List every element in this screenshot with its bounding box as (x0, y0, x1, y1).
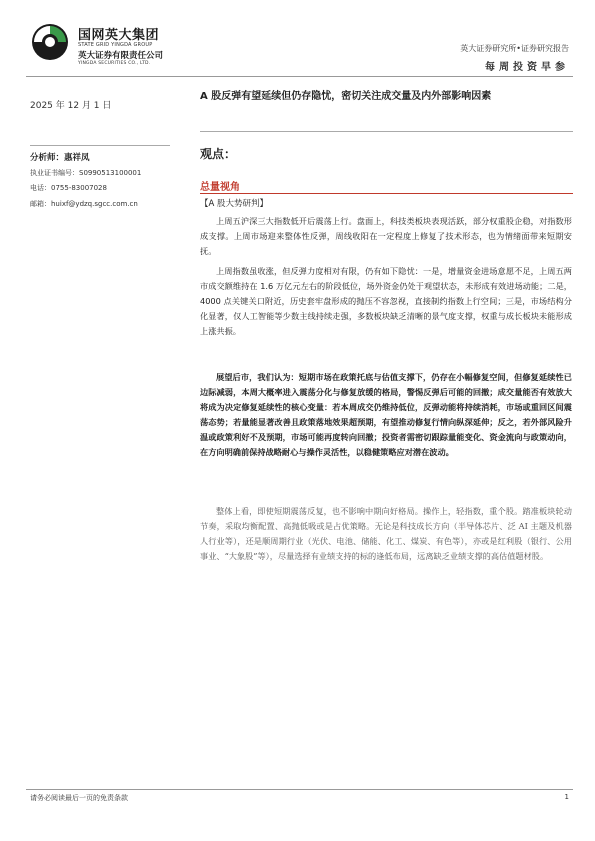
analyst-phone: 电话：0755-83007028 (30, 184, 107, 192)
page-number: 1 (564, 793, 569, 801)
section-title: 总量视角 (200, 182, 240, 193)
footer-disclaimer: 请务必阅读最后一页的免责条款 (30, 794, 128, 802)
viewpoint-heading: 观点： (200, 147, 237, 161)
group-name-cn: 国网英大集团 (78, 28, 160, 43)
sub-section-title: 【A 股大势研判】 (200, 199, 269, 209)
group-name-en: STATE GRID YINGDA GROUP (78, 42, 153, 48)
report-headline: A 股反弹有望延续但仍存隐忧，密切关注成交量及内外部影响因素 (200, 91, 492, 102)
analyst-email[interactable]: 邮箱：huixf@ydzq.sgcc.com.cn (30, 200, 138, 208)
company-name-en: YINGDA SECURITIES CO., LTD. (78, 61, 151, 66)
header-divider (26, 76, 573, 77)
section-divider (200, 193, 573, 194)
paragraph-4: 整体上看，即使短期震荡反复，也不影响中期向好格局。操作上，轻指数，重个股。踏准板块轮动节奏，采取均衡配置、高抛低吸或是占优策略。无论是科技成长方向（半导体芯片、泛 AI 主题及机器人行业等），还是顺周期行业（光伏、电池、储能、化工、煤炭、有色等），亦或是红利股（银行、公用事业、“大象股”等），尽量选择有业绩支持的标的逢低布局，远离缺乏业绩支撑的高估值题材股。 (200, 506, 572, 561)
analyst-name: 分析师：惠祥凤 (30, 153, 90, 163)
report-type-label: 每周投资早参 (485, 62, 569, 73)
paragraph-2: 上周指数虽收涨，但反弹力度相对有限，仍有如下隐忧：一是，增量资金进场意愿不足，上周五两市成交额维持在 1.6 万亿元左右的阶段低位，场外资金仍处于观望状态，未形成有效进场动能；二是，4000 点关键关口附近，历史套牢盘形成的抛压不容忽视，直接制约指数上行空间；三是，市场结构分化显著，仅人工智能等少数主线持续走强，多数板块缺乏清晰的景气度支撑，权重与成长板块未能形成上涨共振。 (200, 266, 572, 336)
headline-divider (200, 131, 573, 132)
institute-label: 英大证券研究所•证券研究报告 (460, 44, 569, 53)
company-name-cn: 英大证券有限责任公司 (78, 51, 164, 61)
analyst-license: 执业证书编号：S0990513100001 (30, 169, 142, 177)
footer-divider (26, 789, 573, 790)
paragraph-1: 上周五沪深三大指数低开后震荡上行。盘面上，科技类板块表现活跃，部分权重股企稳，对指数形成支撑。上周市场迎来整体性反弹，周线收阳在一定程度上修复了技术形态，也为情绪面带来短期安抚。 (200, 216, 572, 256)
company-logo-icon (30, 22, 70, 62)
paragraph-3: 展望后市，我们认为：短期市场在政策托底与估值支撑下，仍存在小幅修复空间，但修复延续性已边际减弱，本周大概率进入震荡分化与修复放缓的格局，警惕反弹后可能的回撤；成交量能否有效放大将成为决定修复延续性的核心变量：若本周成交仍维持低位，反弹动能将持续消耗，市场或重回区间震荡态势；若量能显著改善且政策落地效果超预期，有望推动修复行情向纵深延伸；反之，若外部风险升温或政策利好不及预期，市场可能再度转向回撤；投资者需密切跟踪量能变化、资金流向与政策动向，在方向明确前保持战略耐心与操作灵活性，以稳健策略应对潜在波动。 (200, 372, 572, 457)
sidebar-divider (30, 145, 170, 146)
report-date: 2025 年 12 月 1 日 (30, 101, 112, 111)
